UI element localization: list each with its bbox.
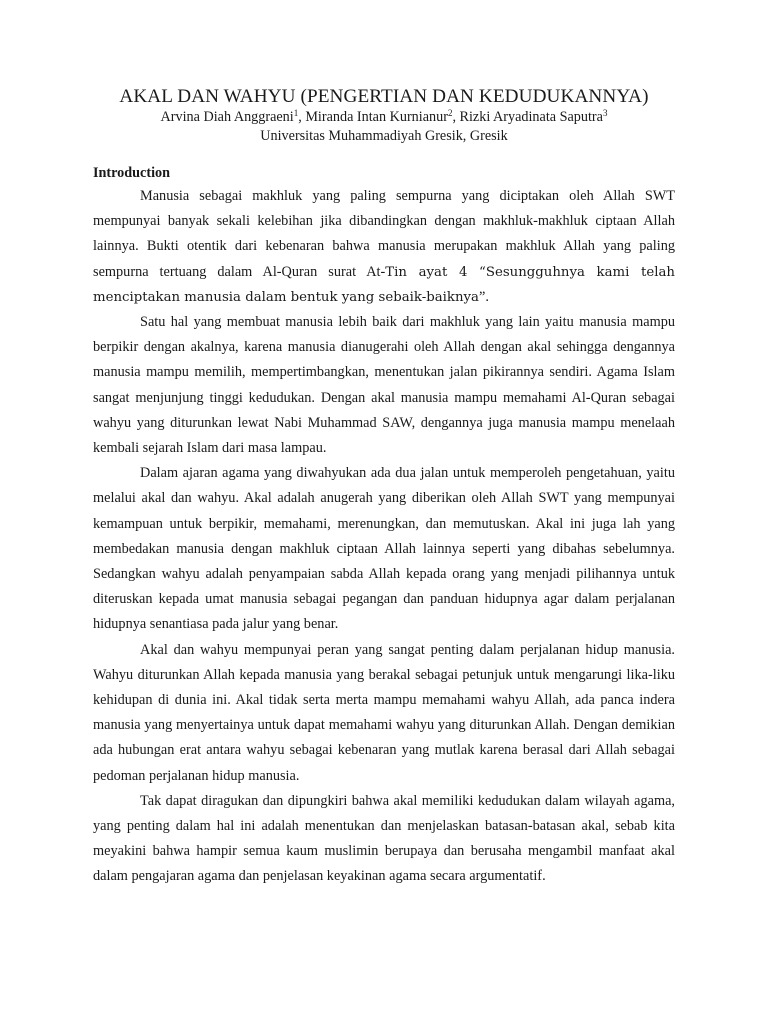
body-paragraph: [93, 310, 675, 461]
author-affiliation-mark: 1: [293, 108, 299, 118]
affiliation: Universitas Muhammadiyah Gresik, Gresik: [260, 128, 508, 144]
paragraph-text: Dalam ajaran agama yang diwahyukan ada dua jalan untuk memperoleh pengetahuan, yaitu melalui akal dan wahyu. Akal adalah anugerah yang diberikan oleh Allah SWT yang mempunyai kemampuan untuk berpikir, memahami, merenungkan, dan memutuskan. Akal ini juga lah yang membedakan manusia dengan makhluk ciptaan Allah lainnya seperti yang dibahas sebelumnya. Sedangkan wahyu adalah penyampaian sabda Allah kepada orang yang menjadi pilihannya untuk diteruskan kepada umat manusia sebagai pegangan dan panduan hidupnya agar dalam perjalanan hidupnya senantiasa pada jalur yang benar.: [93, 465, 675, 633]
author-name: Miranda Intan Kurnianur: [305, 109, 448, 125]
paragraph-text: Manusia sebagai makhluk yang paling sempurna yang diciptakan oleh Allah SWT mempunyai banyak sekali kelebihan jika dibandingkan dengan makhluk-makhluk ciptaan Allah lainnya. Bukti otentik dari kebenaran bahwa manusia merupakan makhluk Allah yang paling sempurna tertuang dalam Al-Quran surat At-: [93, 188, 675, 280]
body-paragraph: [93, 184, 675, 310]
quranic-quote: Tin ayat 4 “Sesungguhnya kami telah menciptakan manusia dalam bentuk yang sebaik-baiknya: [93, 264, 675, 305]
body-paragraph: [93, 789, 675, 890]
body-paragraph: [93, 638, 675, 789]
paper-page: [93, 86, 675, 890]
section-heading: Introduction: [93, 165, 170, 181]
author-separator: ,: [452, 109, 460, 125]
author-separator: ,: [298, 109, 306, 125]
paragraph-text: Tak dapat diragukan dan dipungkiri bahwa akal memiliki kedudukan dalam wilayah agama, yang penting dalam hal ini adalah menentukan dan menjelaskan batasan-batasan akal, sebab kita meyakini bahwa hampir semua kaum muslimin berupaya dan berusaha mengambil manfaat akal dalam pengajaran agama dan penjelasan keyakinan agama secara argumentatif.: [93, 792, 675, 885]
paragraph-tail: ”.: [478, 288, 489, 305]
body-paragraph: [93, 461, 675, 637]
paragraph-text: Satu hal yang membuat manusia lebih baik dari makhluk yang lain yaitu manusia mampu berpikir dengan akalnya, karena manusia dianugerahi oleh Allah dengan akal sehingga dengannya manusia mampu memilih, mempertimbangkan, menentukan jalan pikirannya sendiri. Agama Islam sangat menjunjung tinggi kedudukan. Dengan akal manusia mampu memahami Al-Quran sebagai wahyu yang diturunkan lewat Nabi Muhammad SAW, dengannya juga manusia mampu menelaah kembali sejarah Islam dari masa lampau.: [93, 314, 675, 457]
author-affiliation-mark: 2: [447, 108, 453, 118]
author-name: Arvina Diah Anggraeni: [160, 109, 294, 125]
author-name: Rizki Aryadinata Saputra: [459, 109, 603, 125]
author-list: [93, 108, 675, 127]
paragraph-text: Akal dan wahyu mempunyai peran yang sangat penting dalam perjalanan hidup manusia. Wahyu diturunkan Allah kepada manusia yang berakal sebagai petunjuk untuk mengarungi lika-liku kehidupan di dunia ini. Akal tidak serta merta mampu memahami wahyu Allah, ada panca indera manusia yang menyertainya untuk dapat memahami wahyu yang diturunkan Allah. Dengan demikian ada hubungan erat antara wahyu sebagai kebenaran yang mutlak karena berasal dari Allah sebagai pedoman perjalanan hidup manusia.: [93, 641, 675, 784]
paper-title: AKAL DAN WAHYU (PENGERTIAN DAN KEDUDUKANNYA): [119, 86, 649, 107]
author-affiliation-mark: 3: [602, 108, 608, 118]
